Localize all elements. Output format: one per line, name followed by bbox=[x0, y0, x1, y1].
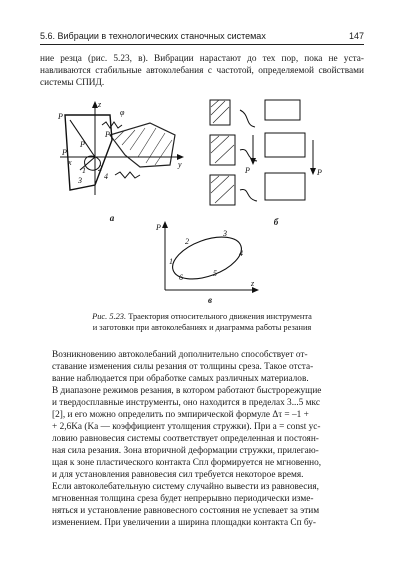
text-line: [2], и его можно определить по эмпирической формуле Δτ = –1 + bbox=[52, 410, 309, 420]
text-line: ние резца (рис. 5.23, в). Вибрации нарастают до тех пор, пока не уста- bbox=[40, 54, 364, 64]
text-line: щая к зоне пластического контакта Cпл формируется не мгновенно, bbox=[52, 458, 322, 468]
figure-mark: 1 bbox=[169, 257, 173, 266]
caption-line: Траектория относительного движения инструмента bbox=[128, 312, 312, 321]
figure-mark: 6 bbox=[179, 273, 183, 282]
panel-label-b: б bbox=[273, 217, 279, 227]
intro-paragraph bbox=[40, 53, 364, 89]
caption-line: и заготовки при автоколебаниях и диаграмма работы резания bbox=[92, 322, 312, 332]
workpiece-hatch bbox=[110, 123, 175, 167]
figure-mark: z bbox=[251, 279, 255, 288]
text-line: ловию равновесия системы соответствует определенная и постоян- bbox=[52, 434, 319, 444]
running-header bbox=[40, 30, 364, 45]
figure-panel-b bbox=[205, 95, 325, 215]
figure-mark: z bbox=[98, 100, 102, 109]
text-line: Если автоколебательную систему случайно вывести из равновесия, bbox=[52, 482, 319, 492]
text-line: вание наблюдается при обработке самых различных материалов. bbox=[52, 374, 309, 384]
figure-mark: 3 bbox=[223, 229, 227, 238]
figure-5-23 bbox=[40, 95, 364, 310]
figure-mark: P bbox=[105, 130, 110, 139]
body-paragraph bbox=[40, 349, 364, 529]
figure-mark: 3 bbox=[78, 176, 82, 185]
figure-mark: x bbox=[68, 158, 72, 167]
text-line: навливаются стабильные автоколебания с частотой, определяемой bbox=[40, 66, 314, 76]
figure-mark: 1 bbox=[82, 166, 86, 175]
figure-panel-c bbox=[155, 220, 265, 295]
text-line: ставание изменения силы резания от толщины среза. Такое отста- bbox=[52, 362, 314, 372]
figure-mark: 4 bbox=[239, 249, 243, 258]
text-line: и для установления равновесия сил требуется некоторое время. bbox=[52, 470, 304, 480]
figure-mark: P bbox=[80, 140, 85, 149]
figure-mark: P bbox=[245, 166, 250, 175]
spring-z bbox=[102, 122, 122, 128]
section-title: 5.6. Вибрации в технологических станочных системах bbox=[40, 31, 266, 41]
text-line: В диапазоне режимов резания, в котором работают быстрорежущие bbox=[52, 386, 322, 396]
text-line: изменением. При увеличении a ширина площадки контакта Cп бу- bbox=[52, 518, 317, 528]
figure-mark: 2 bbox=[185, 237, 189, 246]
panel-label-a: а bbox=[109, 213, 115, 223]
page-number: 147 bbox=[348, 31, 364, 41]
text-line: + 2,6Ka (Ka — коэффициент утолщения стружки). При a = const ус- bbox=[52, 422, 321, 432]
figure-mark: P bbox=[156, 223, 161, 232]
figure-mark: P bbox=[58, 112, 63, 121]
figure-mark: 4 bbox=[104, 172, 108, 181]
text-line: свойствами системы СПИД. bbox=[40, 66, 364, 88]
panel-label-c: в bbox=[207, 295, 213, 305]
text-line: Возникновению автоколебаний дополнительно способствует от- bbox=[52, 350, 308, 360]
spring-y bbox=[115, 172, 140, 178]
figure-panel-a bbox=[40, 95, 190, 215]
figure-caption bbox=[40, 312, 364, 333]
caption-number: Рис. 5.23. bbox=[92, 312, 127, 321]
figure-mark: 2 bbox=[98, 164, 102, 173]
text-line: мгновенная толщина среза будет непрерывно периодически изме- bbox=[52, 494, 314, 504]
text-line: ная сила резания. Зона вторичной деформации стружки, прилегаю- bbox=[52, 446, 319, 456]
figure-mark: y bbox=[178, 160, 182, 169]
text-line: и твердосплавные инструменты, оно находится в пределах 3...5 мкс bbox=[52, 398, 320, 408]
figure-mark: P bbox=[317, 168, 322, 177]
figure-mark: 5 bbox=[213, 269, 217, 278]
figure-mark: P bbox=[62, 148, 67, 157]
figure-mark: φ bbox=[120, 108, 125, 117]
text-line: няться и установление равновесного состояния не успевает за этим bbox=[52, 506, 320, 516]
